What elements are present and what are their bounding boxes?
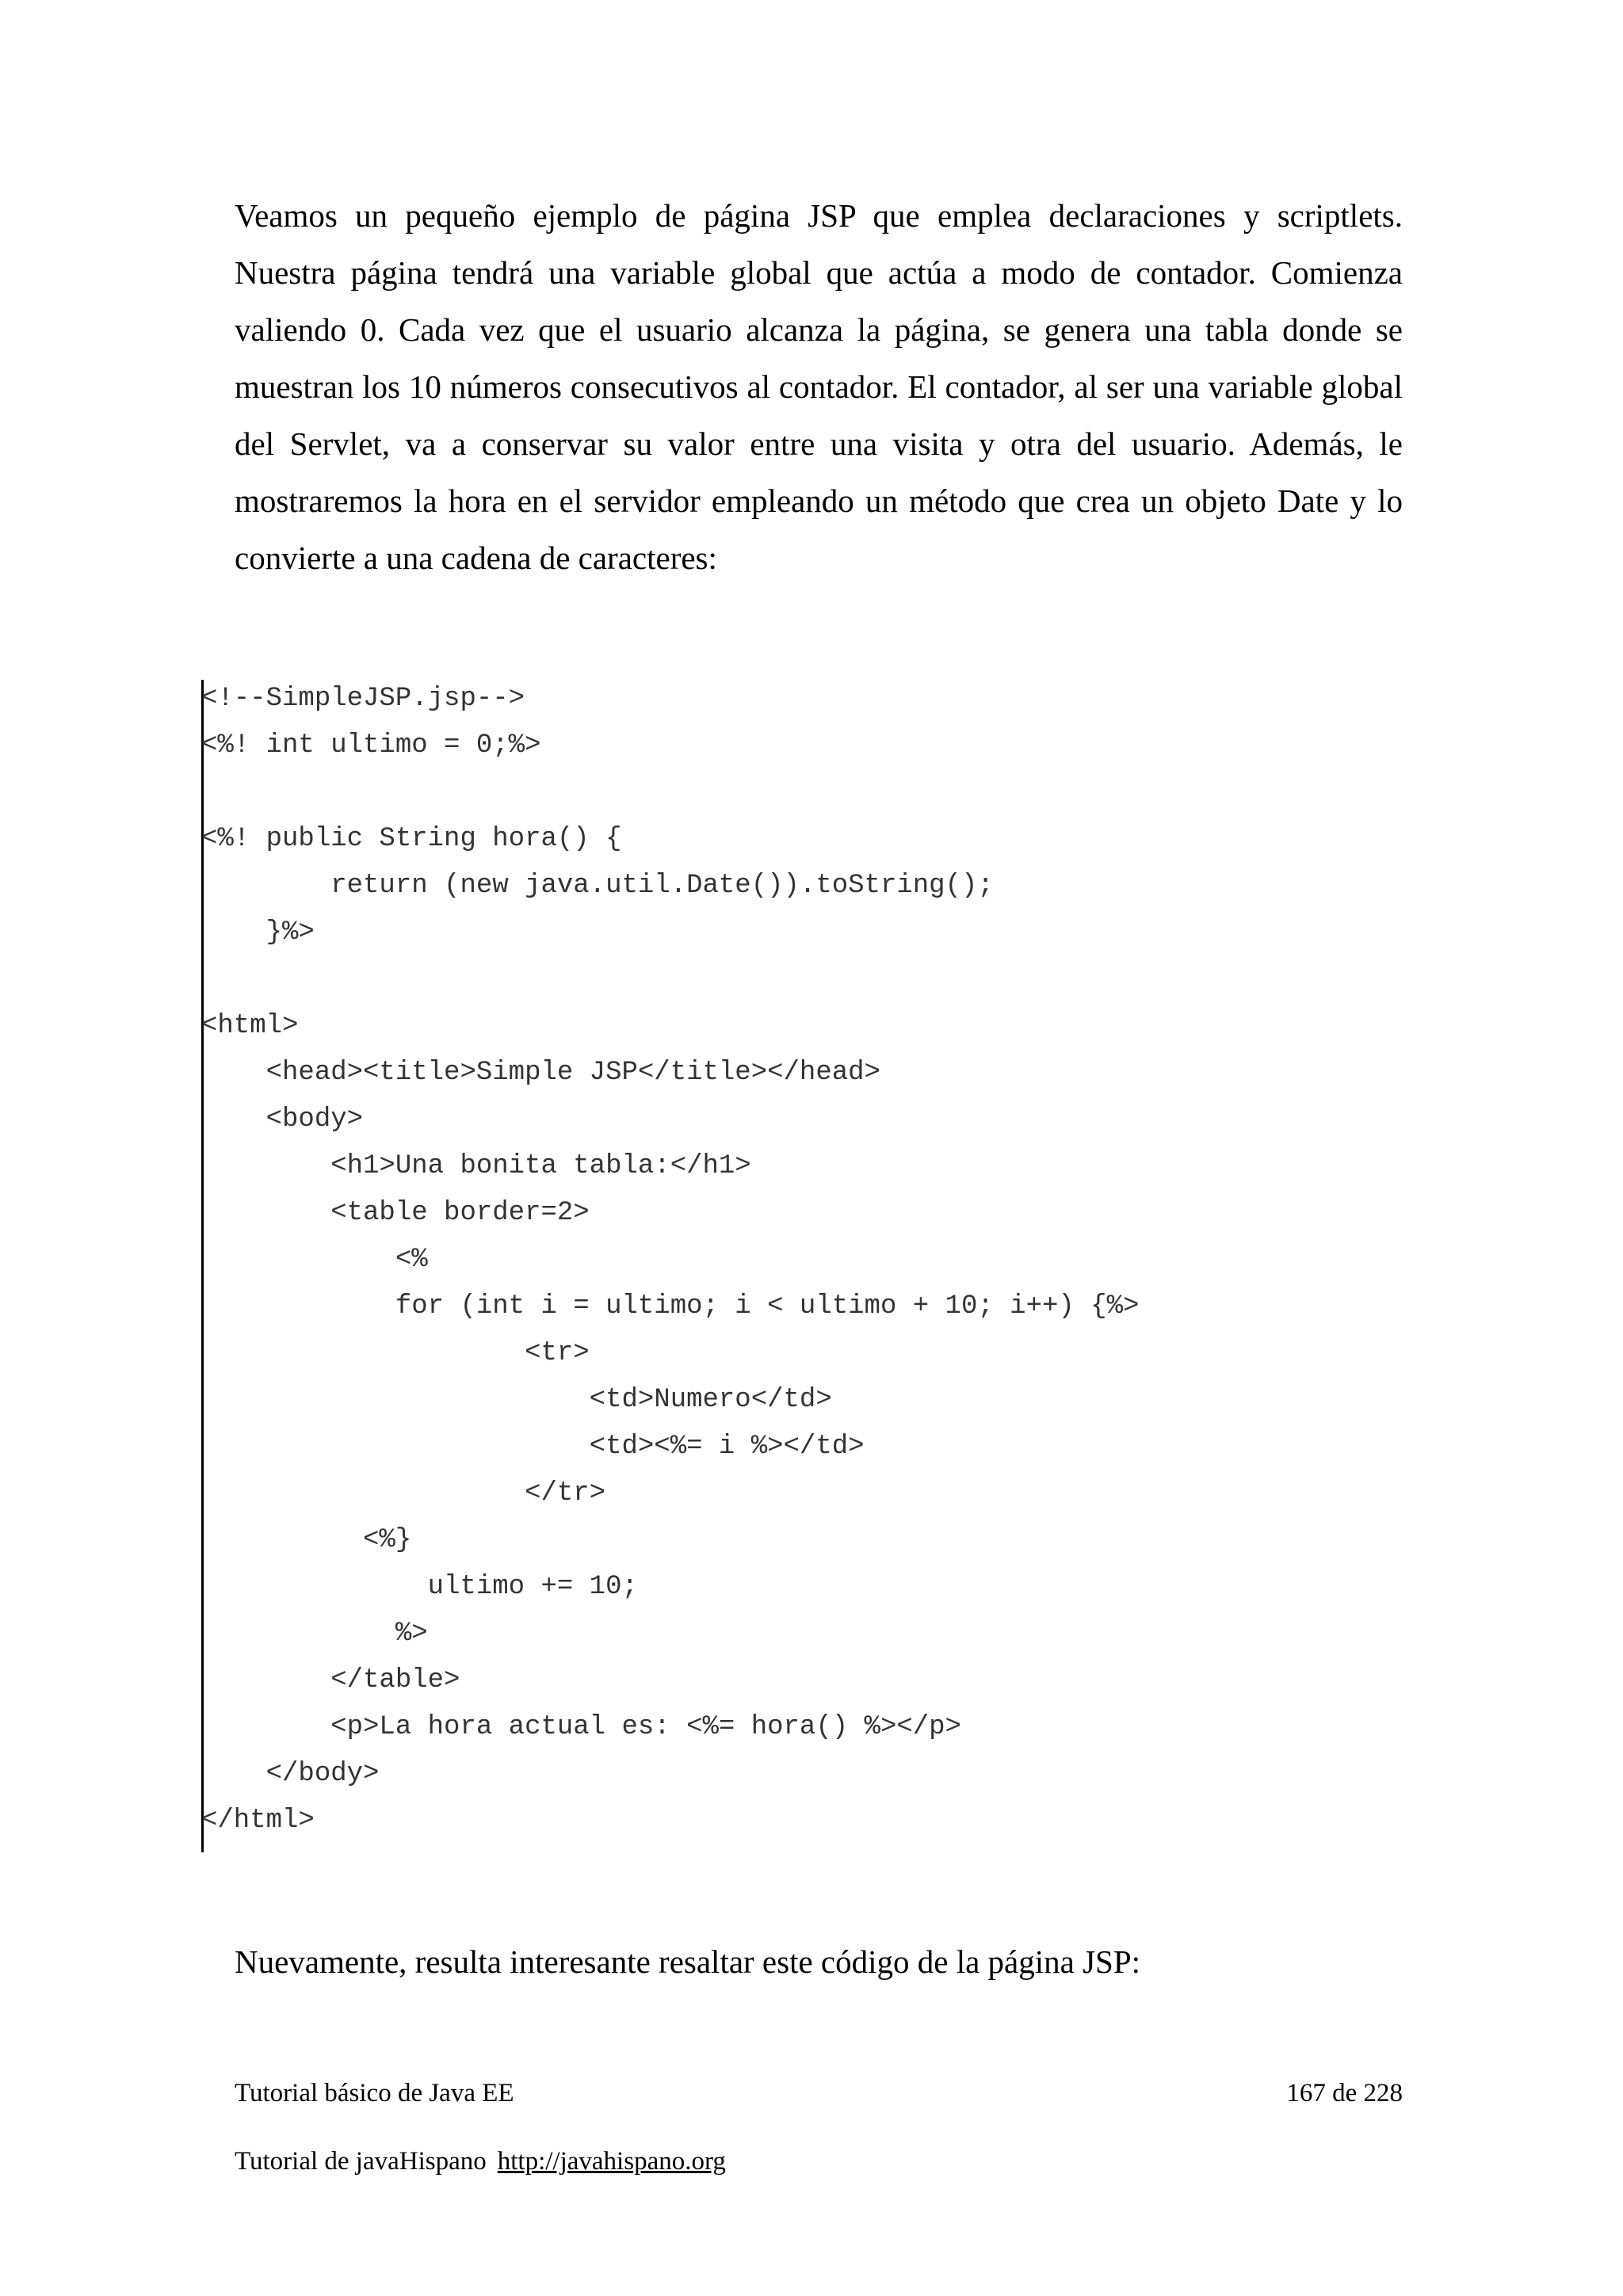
code-line: <tr> (201, 1338, 590, 1368)
code-line: <%} (201, 1525, 412, 1555)
footer-site-label: Tutorial de javaHispano (235, 2147, 487, 2176)
code-line: </tr> (201, 1478, 606, 1508)
code-line: <html> (201, 1011, 299, 1041)
footer-page-number: 167 de 228 (1286, 2079, 1403, 2107)
intro-paragraph: Veamos un pequeño ejemplo de página JSP que emplea declaraciones y scriptlets. Nuestra página tendrá una variable global que actúa a modo de contador. Comienza valiendo 0. Cada vez que el usuario alcanza la página, se genera una tabla donde se muestran los 10 números consecutivos al contador. El contador, al ser una variable global del Servlet, va a conservar su valor entre una visita y otra del usuario. Además, le mostraremos la hora en el servidor empleando un método que crea un objeto Date y lo convierte a una cadena de caracteres: (235, 197, 1403, 576)
footer-site (235, 2144, 726, 2179)
code-line: <td><%= i %></td> (201, 1432, 865, 1462)
code-line: <body> (201, 1104, 364, 1135)
code-line: <%! int ultimo = 0;%> (201, 730, 541, 761)
footer-site-link[interactable]: http://javahispano.org (497, 2147, 726, 2176)
code-line: <!--SimpleJSP.jsp--> (201, 684, 525, 714)
code-line: }%> (201, 917, 315, 948)
code-line: %> (201, 1619, 428, 1649)
code-line: <td>Numero</td> (201, 1385, 832, 1415)
code-line: <%! public String hora() { (201, 824, 622, 854)
code-line: <h1>Una bonita tabla:</h1> (201, 1151, 751, 1181)
code-line: </body> (201, 1759, 380, 1789)
code-line: <% (201, 1245, 428, 1275)
code-listing (201, 680, 1311, 1852)
closing-paragraph: Nuevamente, resulta interesante resaltar este código de la página JSP: (235, 1943, 1141, 1980)
code-line: </table> (201, 1665, 460, 1695)
code-line: for (int i = ultimo; i < ultimo + 10; i++) {%> (201, 1291, 1140, 1322)
code-line: <table border=2> (201, 1198, 590, 1228)
code-line: <p>La hora actual es: <%= hora() %></p> (201, 1712, 961, 1742)
code-line: <head><title>Simple JSP</title></head> (201, 1058, 880, 1088)
code-line: ultimo += 10; (201, 1572, 638, 1602)
code-line: return (new java.util.Date()).toString(); (201, 871, 994, 901)
code-line: </html> (201, 1806, 315, 1836)
footer-book-title: Tutorial básico de Java EE (235, 2079, 514, 2107)
